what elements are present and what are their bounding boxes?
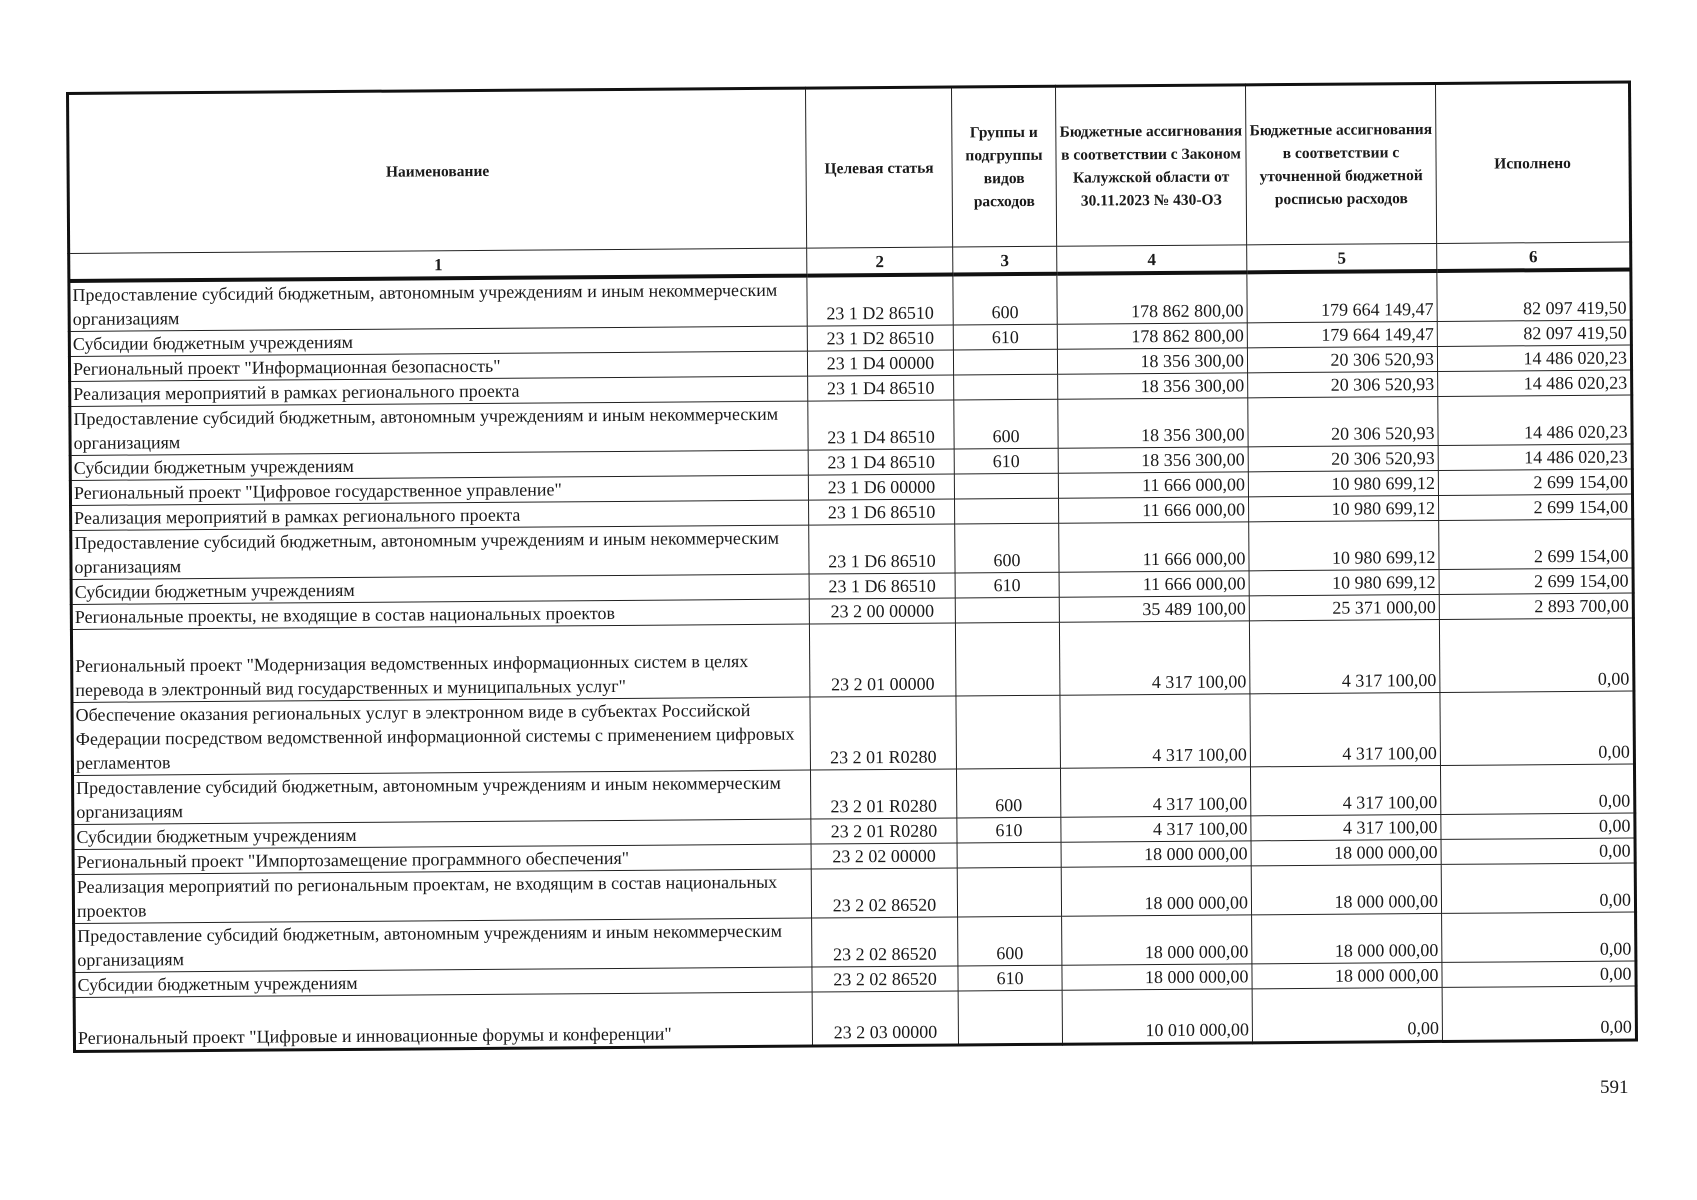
row-group <box>956 695 1061 769</box>
row-group <box>957 842 1061 868</box>
row-done: 0,00 <box>1441 838 1635 864</box>
column-number: 2 <box>807 247 953 276</box>
row-name: Предоставление субсидий бюджетным, автономным учреждениям и иным некоммерческим организациям <box>74 918 812 972</box>
row-refined: 18 000 000,00 <box>1251 864 1441 914</box>
row-refined: 179 664 149,47 <box>1247 321 1437 347</box>
row-law: 11 666 000,00 <box>1059 522 1249 572</box>
row-group: 600 <box>954 399 1058 449</box>
row-name: Субсидии бюджетным учреждениям <box>73 819 811 849</box>
row-refined: 10 980 699,12 <box>1249 520 1439 570</box>
row-refined: 10 980 699,12 <box>1248 495 1438 521</box>
row-refined: 20 306 520,93 <box>1248 396 1438 446</box>
row-done: 0,00 <box>1442 961 1636 987</box>
row-group <box>953 349 1057 375</box>
table-row <box>71 618 1633 702</box>
row-law: 4 317 100,00 <box>1060 694 1251 768</box>
row-code: 23 2 00 00000 <box>809 598 955 624</box>
row-code: 23 2 02 86520 <box>812 966 958 992</box>
row-refined: 4 317 100,00 <box>1250 765 1440 815</box>
row-law: 10 010 000,00 <box>1062 989 1252 1044</box>
row-code: 23 1 D2 86510 <box>807 325 953 351</box>
row-done: 2 893 700,00 <box>1439 593 1633 619</box>
row-done: 82 097 419,50 <box>1437 320 1631 346</box>
row-done: 0,00 <box>1441 863 1635 913</box>
row-law: 4 317 100,00 <box>1059 621 1250 695</box>
row-group: 610 <box>955 572 1059 598</box>
table-row <box>72 691 1634 775</box>
row-law: 4 317 100,00 <box>1061 816 1251 842</box>
row-law: 18 000 000,00 <box>1061 866 1251 916</box>
row-name: Предоставление субсидий бюджетным, автономным учреждениям и иным некоммерческим организациям <box>73 770 811 824</box>
row-done: 0,00 <box>1439 618 1634 692</box>
header-name: Наименование <box>68 88 807 253</box>
row-done: 14 486 020,23 <box>1438 370 1632 396</box>
row-law: 18 000 000,00 <box>1062 915 1252 965</box>
row-refined: 10 980 699,12 <box>1248 470 1438 496</box>
row-code: 23 2 01 R0280 <box>811 818 957 844</box>
row-refined: 0,00 <box>1252 987 1442 1042</box>
row-law: 11 666 000,00 <box>1059 497 1249 523</box>
row-done: 2 699 154,00 <box>1439 519 1633 569</box>
row-code: 23 2 02 86520 <box>811 868 957 918</box>
row-law: 18 356 300,00 <box>1058 398 1248 448</box>
row-refined: 25 371 000,00 <box>1249 594 1439 620</box>
row-name: Субсидии бюджетным учреждениям <box>74 967 812 997</box>
page-number: 591 <box>1600 1077 1629 1098</box>
row-name: Предоставление субсидий бюджетным, автономным учреждениям и иным некоммерческим организациям <box>70 401 808 455</box>
row-refined: 20 306 520,93 <box>1248 371 1438 397</box>
header-group: Группы и подгруппы видов расходов <box>951 86 1056 247</box>
row-code: 23 1 D4 86510 <box>808 400 954 450</box>
row-code: 23 2 02 00000 <box>811 843 957 869</box>
row-group <box>955 498 1059 524</box>
row-group <box>955 597 1059 623</box>
row-done: 0,00 <box>1441 813 1635 839</box>
row-law: 11 666 000,00 <box>1058 472 1248 498</box>
row-law: 18 000 000,00 <box>1061 841 1251 867</box>
row-law: 11 666 000,00 <box>1059 571 1249 597</box>
row-name: Предоставление субсидий бюджетным, автономным учреждениям и иным некоммерческим организациям <box>69 276 807 332</box>
row-name: Предоставление субсидий бюджетным, автономным учреждениям и иным некоммерческим организациям <box>71 525 809 579</box>
row-law: 4 317 100,00 <box>1060 767 1250 817</box>
row-code: 23 1 D6 86510 <box>809 524 955 574</box>
row-code: 23 2 01 R0280 <box>810 696 957 770</box>
row-refined: 18 000 000,00 <box>1252 962 1442 988</box>
row-group: 610 <box>957 817 1061 843</box>
row-code: 23 1 D4 86510 <box>808 449 954 475</box>
row-code: 23 2 01 00000 <box>809 623 956 697</box>
header-row <box>68 82 1631 253</box>
row-name: Региональный проект "Модернизация ведомственных информационных систем в целях перевода в электронный вид государственных и муниципальных услуг" <box>71 624 810 702</box>
budget-sheet <box>66 81 1635 1053</box>
column-number: 6 <box>1437 242 1631 271</box>
row-refined: 4 317 100,00 <box>1251 814 1441 840</box>
row-law: 18 356 300,00 <box>1057 348 1247 374</box>
table-row <box>74 986 1636 1051</box>
column-number: 4 <box>1057 245 1247 274</box>
row-name: Субсидии бюджетным учреждениям <box>69 326 807 356</box>
row-refined: 18 000 000,00 <box>1252 913 1442 963</box>
row-code: 23 1 D6 86510 <box>809 573 955 599</box>
header-done: Исполнено <box>1435 82 1630 243</box>
row-law: 35 489 100,00 <box>1059 596 1249 622</box>
row-refined: 20 306 520,93 <box>1248 445 1438 471</box>
row-refined: 4 317 100,00 <box>1249 619 1440 693</box>
row-name: Региональный проект "Цифровые и инновационные форумы и конференции" <box>74 992 812 1051</box>
row-name: Региональные проекты, не входящие в состав национальных проектов <box>71 599 809 629</box>
row-name: Региональный проект "Цифровое государственное управление" <box>70 475 808 505</box>
row-done: 14 486 020,23 <box>1438 395 1632 445</box>
row-name: Региональный проект "Импортозамещение программного обеспечения" <box>73 844 811 874</box>
row-name: Субсидии бюджетным учреждениям <box>71 574 809 604</box>
row-done: 2 699 154,00 <box>1438 469 1632 495</box>
row-done: 82 097 419,50 <box>1437 270 1631 322</box>
row-done: 0,00 <box>1442 912 1636 962</box>
row-done: 0,00 <box>1440 764 1634 814</box>
row-refined: 18 000 000,00 <box>1251 839 1441 865</box>
row-group: 600 <box>953 274 1057 325</box>
row-group <box>954 473 1058 499</box>
row-name: Обеспечение оказания региональных услуг в электронном виде в субъектах Российской Федерации посредством ведомственной информационной системы с применением цифровых регламентов <box>72 697 811 775</box>
row-law: 18 356 300,00 <box>1058 447 1248 473</box>
row-refined: 20 306 520,93 <box>1247 346 1437 372</box>
row-name: Субсидии бюджетным учреждениям <box>70 450 808 480</box>
row-group <box>955 622 1060 696</box>
row-group: 610 <box>953 324 1057 350</box>
row-law: 178 862 800,00 <box>1057 323 1247 349</box>
row-code: 23 1 D6 86510 <box>809 499 955 525</box>
row-code: 23 2 02 86520 <box>812 917 958 967</box>
row-refined: 4 317 100,00 <box>1250 692 1441 766</box>
row-group: 610 <box>958 965 1062 991</box>
row-group: 610 <box>954 448 1058 474</box>
header-code: Целевая статья <box>805 87 952 248</box>
budget-table <box>66 81 1638 1053</box>
row-law: 18 356 300,00 <box>1058 373 1248 399</box>
row-group: 600 <box>958 916 1062 966</box>
row-refined: 10 980 699,12 <box>1249 569 1439 595</box>
row-code: 23 2 03 00000 <box>812 991 958 1046</box>
column-number: 5 <box>1247 243 1437 272</box>
row-refined: 179 664 149,47 <box>1247 271 1437 323</box>
row-code: 23 1 D2 86510 <box>807 275 953 327</box>
column-number: 1 <box>69 248 807 281</box>
row-code: 23 2 01 R0280 <box>810 769 956 819</box>
row-group <box>957 867 1061 917</box>
row-name: Реализация мероприятий в рамках регионального проекта <box>70 376 808 406</box>
column-number: 3 <box>953 246 1057 274</box>
row-group: 600 <box>955 523 1059 573</box>
row-done: 0,00 <box>1442 986 1636 1041</box>
row-name: Реализация мероприятий по региональным проектам, не входящим в состав национальных проектов <box>73 869 811 923</box>
row-done: 14 486 020,23 <box>1437 345 1631 371</box>
row-done: 0,00 <box>1440 691 1635 765</box>
row-code: 23 1 D4 86510 <box>808 375 954 401</box>
row-done: 2 699 154,00 <box>1438 494 1632 520</box>
row-group <box>958 990 1062 1045</box>
row-group <box>954 374 1058 400</box>
row-law: 18 000 000,00 <box>1062 964 1252 990</box>
row-code: 23 1 D4 00000 <box>807 350 953 376</box>
row-group: 600 <box>956 768 1060 818</box>
row-name: Региональный проект "Информационная безопасность" <box>69 351 807 381</box>
row-law: 178 862 800,00 <box>1057 272 1247 324</box>
header-refined: Бюджетные ассигнования в соответствии с уточненной бюджетной росписью расходов <box>1245 83 1436 244</box>
header-law: Бюджетные ассигнования в соответствии с Законом Калужской области от 30.11.2023 № 430-ОЗ <box>1055 85 1246 246</box>
row-code: 23 1 D6 00000 <box>808 474 954 500</box>
row-done: 2 699 154,00 <box>1439 568 1633 594</box>
row-done: 14 486 020,23 <box>1438 444 1632 470</box>
row-name: Реализация мероприятий в рамках регионального проекта <box>71 500 809 530</box>
